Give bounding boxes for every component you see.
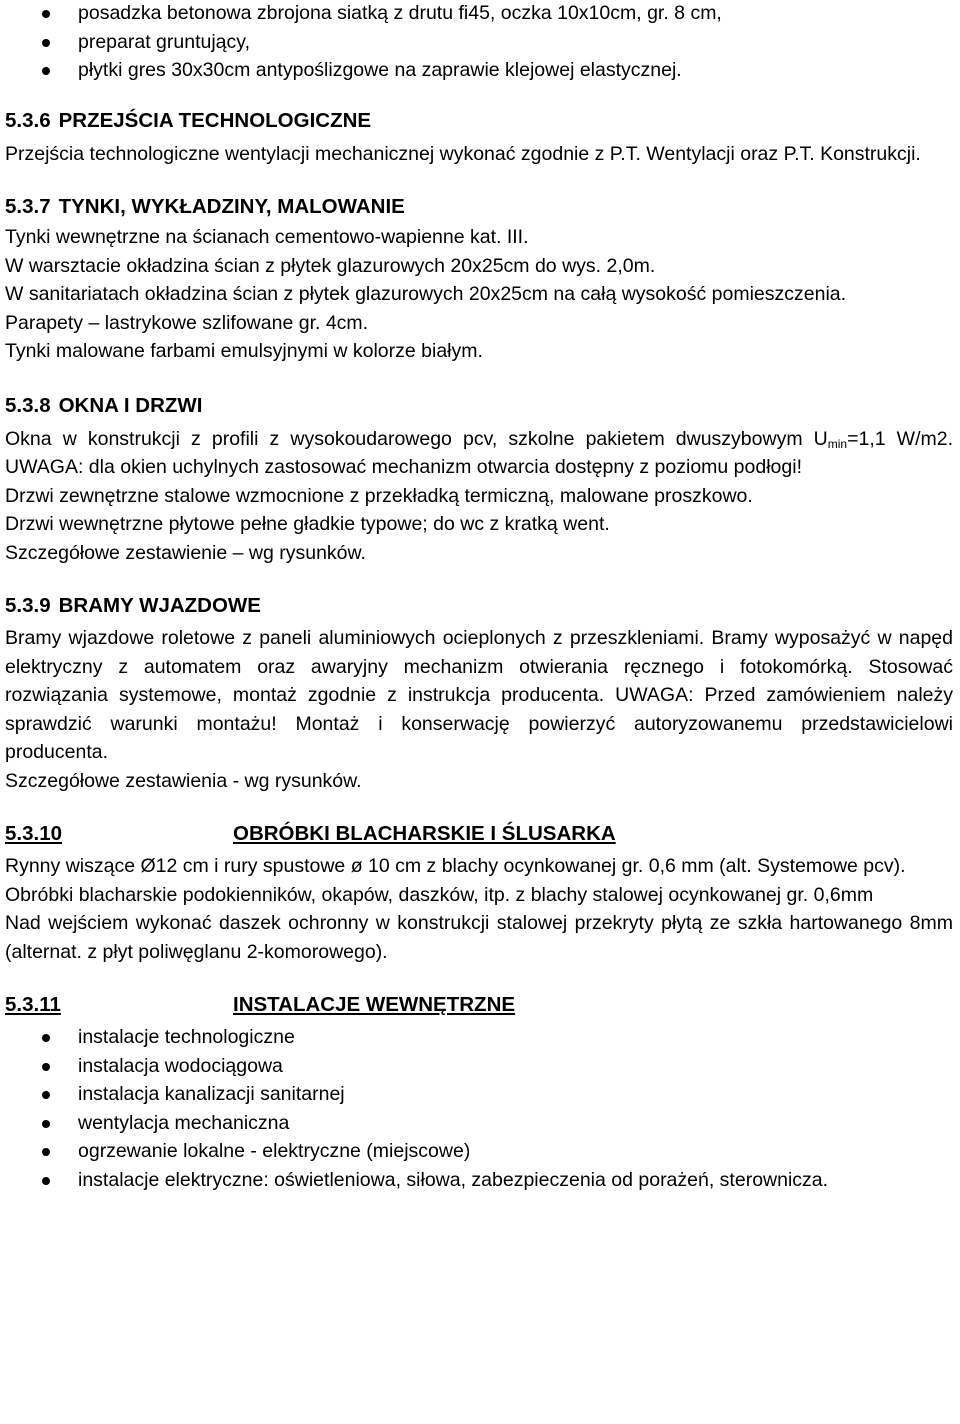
section-heading-5-3-9 xyxy=(5,591,953,621)
paragraph xyxy=(5,425,953,482)
paragraph: Bramy wjazdowe roletowe z paneli aluminiowych ocieplonych z przeszkleniami. Bramy wyposażyć w napęd elektryczny z automatem oraz awaryjny mechanizm otwierania ręcznego i fotokomórką. Stosować rozwiązania systemowe, montaż zgodnie z instrukcja producenta. UWAGA: Przed zamówieniem należy sprawdzić warunki montażu! Montaż i konserwację powierzyć autoryzowanemu przedstawicielowi producenta. xyxy=(5,627,953,763)
section-body-5-3-8 xyxy=(5,425,953,568)
section-number: 5.3.6 xyxy=(5,108,51,132)
section-number: 5.3.8 xyxy=(5,393,51,417)
list-item: ogrzewanie lokalne - elektryczne (miejscowe) xyxy=(5,1137,953,1166)
section-number: 5.3.10 xyxy=(5,822,62,845)
section-heading-5-3-10 xyxy=(5,819,953,849)
section-title: BRAMY WJAZDOWE xyxy=(58,594,261,617)
paragraph: Tynki wewnętrzne na ścianach cementowo-wapienne kat. III. xyxy=(5,226,529,248)
paragraph: W sanitariatach okładzina ścian z płytek glazurowych 20x25cm na całą wysokość pomieszczenia. xyxy=(5,283,847,305)
document-page xyxy=(5,0,953,1194)
paragraph: Szczegółowe zestawienie – wg rysunków. xyxy=(5,541,366,564)
section-title: OBRÓBKI BLACHARSKIE I ŚLUSARKA xyxy=(233,822,616,845)
paragraph: Parapety – lastrykowe szlifowane gr. 4cm. xyxy=(5,311,369,334)
paragraph: Tynki malowane farbami emulsyjnymi w kolorze białym. xyxy=(5,340,483,362)
list-item: płytki gres 30x30cm antypoślizgowe na zaprawie klejowej elastycznej. xyxy=(5,56,953,85)
section-number: 5.3.7 xyxy=(5,195,51,218)
list-item: wentylacja mechaniczna xyxy=(5,1109,953,1138)
installations-bullet-list xyxy=(5,1023,953,1194)
list-item: posadzka betonowa zbrojona siatką z drutu fi45, oczka 10x10cm, gr. 8 cm, xyxy=(5,0,953,28)
section-title: PRZEJŚCIA TECHNOLOGICZNE xyxy=(58,108,372,132)
section-heading-5-3-7 xyxy=(5,192,953,222)
section-body-5-3-9 xyxy=(5,624,953,795)
paragraph: Szczegółowe zestawienia - wg rysunków. xyxy=(5,769,362,792)
list-item: instalacja kanalizacji sanitarnej xyxy=(5,1080,953,1109)
paragraph: Nad wejściem wykonać daszek ochronny w konstrukcji stalowej przekryty płytą ze szkła hartowanego 8mm (alternat. z płyt poliwęglanu 2-komorowego). xyxy=(5,912,953,963)
list-item: instalacje elektryczne: oświetleniowa, siłowa, zabezpieczenia od porażeń, sterownicza. xyxy=(5,1166,953,1195)
paragraph-text: =1,1 W/m2. UWAGA: dla okien uchylnych zastosować mechanizm otwarcia dostępny z poziomu podłogi! xyxy=(5,427,953,478)
section-heading-5-3-8 xyxy=(5,391,953,421)
paragraph: Obróbki blacharskie podokienników, okapów, daszków, itp. z blachy stalowej ocynkowanej gr. 0,6mm xyxy=(5,883,874,906)
intro-bullet-list xyxy=(5,0,953,85)
section-heading-5-3-6 xyxy=(5,106,953,136)
paragraph: Drzwi wewnętrzne płytowe pełne gładkie typowe; do wc z kratką went. xyxy=(5,513,610,535)
section-number: 5.3.9 xyxy=(5,594,51,617)
section-number: 5.3.11 xyxy=(5,993,61,1016)
section-title: TYNKI, WYKŁADZINY, MALOWANIE xyxy=(58,195,405,218)
section-heading-5-3-11 xyxy=(5,990,953,1020)
list-item: instalacja wodociągowa xyxy=(5,1052,953,1081)
subscript: min xyxy=(827,436,848,451)
paragraph-text: Okna w konstrukcji z profili z wysokoudarowego pcv, szkolne pakietem dwuszybowym U xyxy=(5,427,828,450)
list-item: preparat gruntujący, xyxy=(5,28,953,57)
section-body-5-3-10 xyxy=(5,852,953,966)
paragraph: Rynny wiszące Ø12 cm i rury spustowe ø 10 cm z blachy ocynkowanej gr. 0,6 mm (alt. Systemowe pcv). xyxy=(5,855,906,877)
list-item: instalacje technologiczne xyxy=(5,1023,953,1052)
paragraph: W warsztacie okładzina ścian z płytek glazurowych 20x25cm do wys. 2,0m. xyxy=(5,254,656,277)
section-title: OKNA I DRZWI xyxy=(58,393,203,417)
paragraph: Przejścia technologiczne wentylacji mechanicznej wykonać zgodnie z P.T. Wentylacji oraz P.T. Konstrukcji. xyxy=(5,142,921,165)
paragraph: Drzwi zewnętrzne stalowe wzmocnione z przekładką termiczną, malowane proszkowo. xyxy=(5,484,753,507)
section-title: INSTALACJE WEWNĘTRZNE xyxy=(233,993,516,1016)
section-body-5-3-7 xyxy=(5,223,953,366)
